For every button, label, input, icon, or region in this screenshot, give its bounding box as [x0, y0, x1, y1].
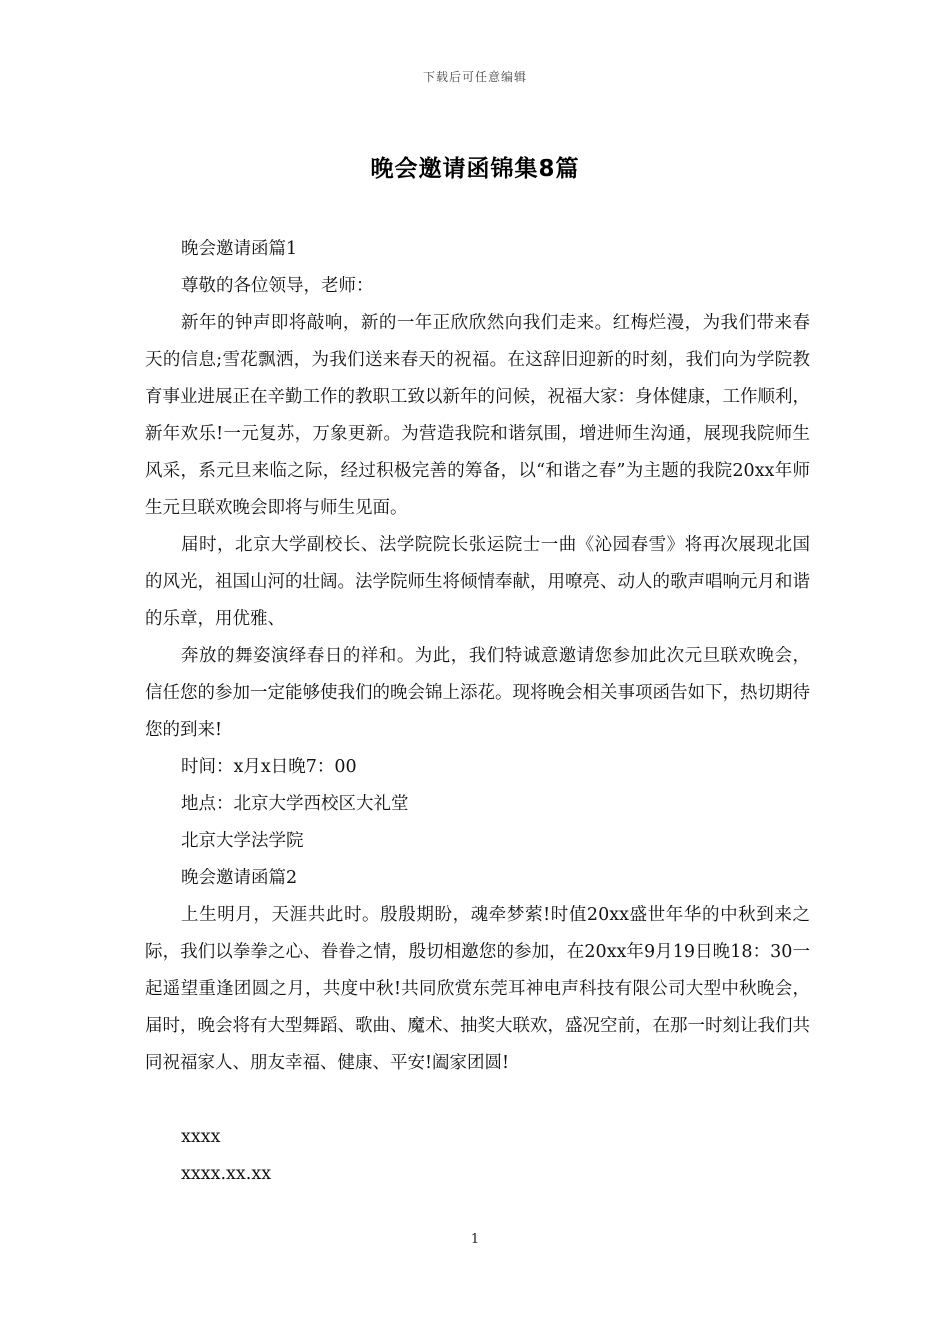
- salutation: 尊敬的各位领导，老师：: [181, 276, 374, 296]
- page-number: 1: [470, 1232, 480, 1247]
- document-title: 晚会邀请函锦集8篇: [370, 156, 580, 182]
- blank-line: [145, 1082, 810, 1119]
- body-paragraph: 上生明月，天涯共此时。殷殷期盼，魂牵梦萦!时值20xx盛世年华的中秋到来之际，我们以拳拳之心、眷眷之情，殷切相邀您的参加，在20xx年9月19日晚18：30一起遥望重逢团圆之月，共度中秋!共同欣赏东莞耳神电声科技有限公司大型中秋晚会，届时，晚会将有大型舞蹈、歌曲、魔术、抽奖大联欢，盛况空前，在那一时刻让我们共同祝福家人、朋友幸福、健康、平安!阖家团圆!: [145, 905, 810, 1073]
- document-body: [145, 231, 810, 1193]
- section-heading-1: 晚会邀请函篇1: [181, 239, 298, 259]
- body-paragraph: 新年的钟声即将敲响，新的一年正欣欣然向我们走来。红梅烂漫，为我们带来春天的信息;雪花飘洒，为我们送来春天的祝福。在这辞旧迎新的时刻，我们向为学院教育事业进展正在辛勤工作的教职工致以新年的问候，祝福大家：身体健康，工作顺利，新年欢乐!一元复苏，万象更新。为营造我院和谐氛围，增进师生沟通，展现我院师生风采，系元旦来临之际，经过积极完善的筹备，以“和谐之春”为主题的我院20xx年师生元旦联欢晚会即将与师生见面。: [145, 313, 810, 518]
- event-location: 地点：北京大学西校区大礼堂: [181, 794, 409, 814]
- body-paragraph: 奔放的舞姿演绎春日的祥和。为此，我们特诚意邀请您参加此次元旦联欢晚会，信任您的参加一定能够使我们的晚会锦上添花。现将晚会相关事项函告如下，热切期待您的到来!: [145, 646, 810, 740]
- signature-name: xxxx: [181, 1127, 221, 1147]
- section-heading-2: 晚会邀请函篇2: [181, 868, 298, 888]
- header-note: 下载后可任意编辑: [422, 70, 527, 84]
- body-paragraph: 届时，北京大学副校长、法学院院长张运院士一曲《沁园春雪》将再次展现北国的风光，祖国山河的壮阔。法学院师生将倾情奉献，用嘹亮、动人的歌声唱响元月和谐的乐章，用优雅、: [145, 535, 810, 629]
- event-time: 时间：x月x日晚7：00: [181, 757, 357, 777]
- signature-date: xxxx.xx.xx: [181, 1164, 272, 1184]
- sender-signature: 北京大学法学院: [181, 831, 304, 851]
